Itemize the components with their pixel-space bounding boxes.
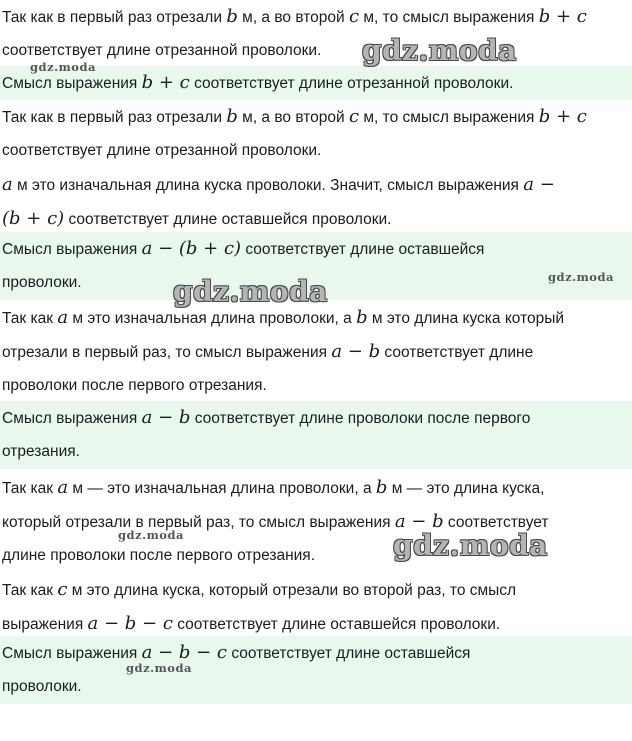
math-expression: b [356,307,368,328]
text-run: м — это длина куска, [387,480,545,497]
text-run: м это изначальная длина проволоки, а [68,310,357,327]
text-run: отрезали в первый раз, то смысл выражения [2,344,332,361]
text-run: Так как [2,310,58,327]
text-run: соответствует длине [380,344,534,361]
math-expression: b + c [538,106,587,127]
math-expression: b + c [538,6,587,27]
text-run: соответствует [443,514,549,531]
math-expression: b [375,477,388,498]
math-expression: c [57,579,68,600]
watermark-logo-small: gdz.moda [548,270,614,284]
text-run: соответствует длине оставшейся [227,645,471,662]
math-expression: (b + c) [2,208,65,229]
text-run: м это изначальная длина куска проволоки. Значит, смысл выражения [12,177,524,194]
watermark-logo: gdz.moda [393,529,548,562]
math-expression: a − b − c [141,642,228,663]
watermark-logo: gdz.moda [173,275,328,308]
text-line [2,100,628,134]
text-run: соответствует длине проволоки после первого [190,410,531,427]
text-run: длине проволоки после первого отрезания. [2,547,316,564]
text-line [2,232,628,266]
text-line [2,471,628,505]
answer-block-3 [0,401,632,469]
text-run: соответствует длине оставшейся проволоки. [172,616,501,633]
math-expression: a − b [141,407,191,428]
math-expression: a [57,477,69,498]
text-run: соответствует длине отрезанной проволоки. [189,75,514,92]
text-run: соответствует длине отрезанной проволоки. [2,42,322,59]
text-line [2,168,628,202]
math-expression: c [349,6,360,27]
text-run: Смысл выражения [2,75,142,92]
text-run: м — это изначальная длина проволоки, а [68,480,376,497]
text-run: м, то смысл выражения [359,109,539,126]
text-run: м это длина куска, который отрезали во второй раз, то смысл [67,582,517,599]
watermark-logo-small: gdz.moda [30,60,96,74]
math-expression: a − (b + c) [141,238,242,259]
text-line [2,0,628,34]
text-run: Смысл выражения [2,410,142,427]
explanation-block-2 [0,100,632,236]
text-line [2,573,628,607]
text-run: Так как [2,480,58,497]
math-expression: a [57,307,69,328]
explanation-block-3 [0,301,632,403]
text-line [2,369,628,403]
text-run: Так как в первый раз отрезали [2,109,227,126]
text-run: проволоки после первого отрезания. [2,377,267,394]
watermark-logo-small: gdz.moda [118,528,184,542]
math-expression: a − b − c [87,613,173,634]
math-expression: a − [523,174,555,195]
answer-block-4 [0,636,632,704]
math-expression: a − b [331,341,381,362]
math-expression: a − b [394,511,444,532]
text-run: м, а во второй [237,109,349,126]
text-run: который отрезали в первый раз, то смысл выражения [2,514,395,531]
text-run: соответствует длине оставшейся проволоки. [64,211,392,228]
text-line [2,435,628,469]
text-run: проволоки. [2,274,82,291]
text-run: отрезания. [2,443,80,460]
math-expression: b + c [141,72,190,93]
text-line [2,134,628,168]
math-expression: c [349,106,360,127]
math-expression: b [226,6,238,27]
explanation-block-1 [0,0,632,68]
text-run: м, а во второй [237,9,349,26]
text-run: м это длина куска который [367,310,565,327]
text-line [2,670,628,704]
math-expression: b [226,106,238,127]
text-run: Так как [2,582,58,599]
text-run: соответствует длине оставшейся [241,241,485,258]
text-line [2,636,628,670]
text-line [2,202,628,236]
text-run: Смысл выражения [2,645,142,662]
text-run: Так как в первый раз отрезали [2,9,227,26]
text-run: Смысл выражения [2,241,142,258]
text-run: выражения [2,616,88,633]
text-line [2,401,628,435]
watermark-logo-small: gdz.moda [126,661,192,675]
watermark-logo: gdz.moda [362,34,517,67]
text-run: м, то смысл выражения [359,9,539,26]
text-line [2,335,628,369]
math-expression: a [2,174,13,195]
text-run: соответствует длине отрезанной проволоки. [2,142,322,159]
text-run: проволоки. [2,678,82,695]
